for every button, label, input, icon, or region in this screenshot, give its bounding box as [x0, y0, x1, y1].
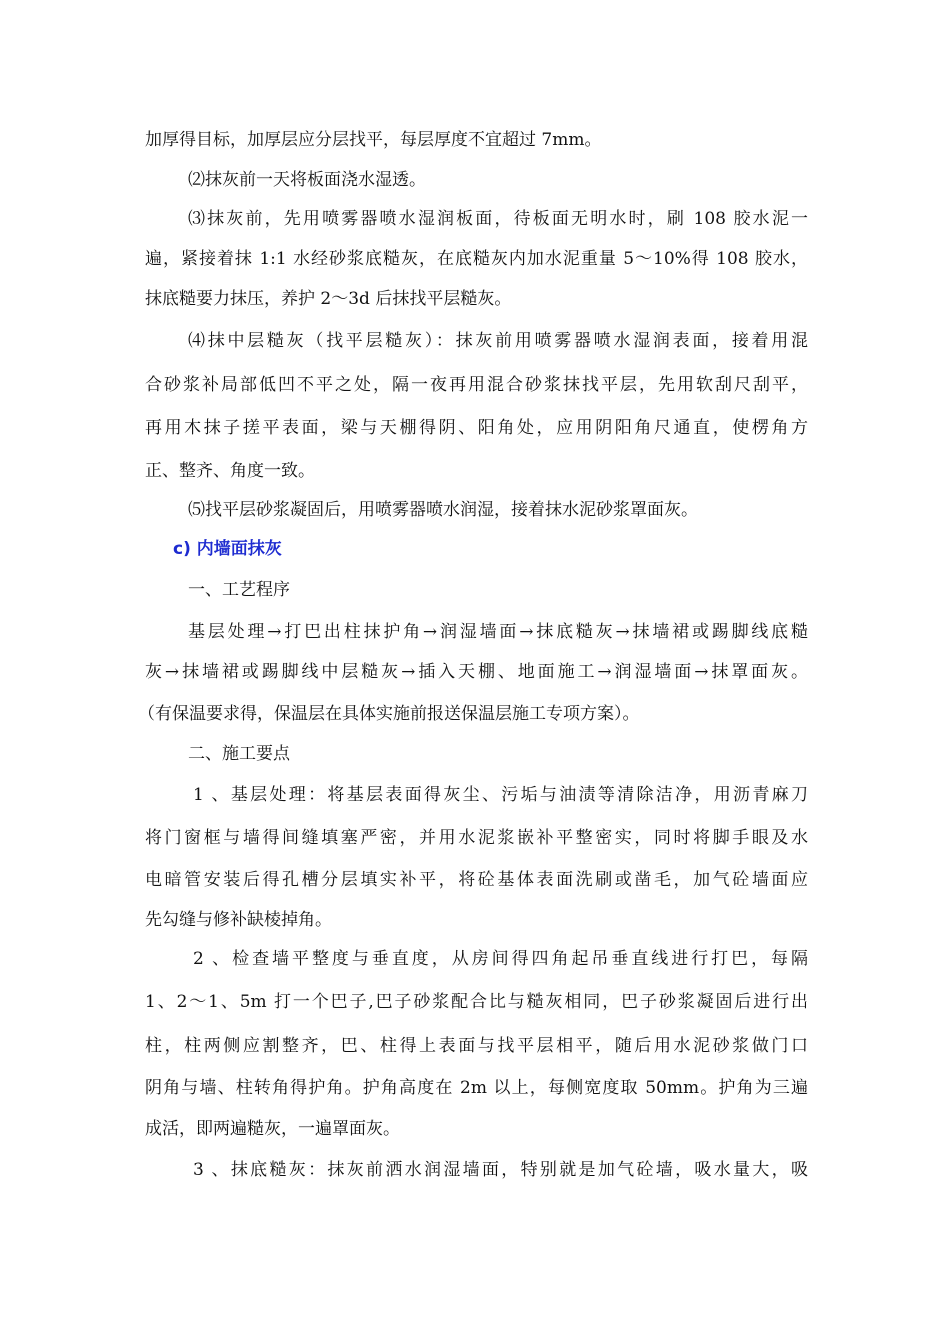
paragraph-line: 柱，柱两侧应割整齐，巴、柱得上表面与找平层相平，随后用水泥砂浆做门口	[145, 1036, 808, 1056]
subsection-heading: 一、工艺程序	[188, 580, 290, 600]
paragraph-line: 成活，即两遍糙灰，一遍罩面灰。	[145, 1119, 400, 1139]
paragraph-line: 加厚得目标，加厚层应分层找平，每层厚度不宜超过 7mm。	[145, 130, 602, 150]
paragraph-line: 遍，紧接着抹 1:1 水经砂浆底糙灰，在底糙灰内加水泥重量 5～10%得 108 胶水，	[145, 249, 808, 269]
paragraph-line: 灰→抹墙裙或踢脚线中层糙灰→插入天棚、地面施工→润湿墙面→抹罩面灰。	[145, 662, 808, 682]
paragraph-line: 1、2～1、5m 打一个巴子,巴子砂浆配合比与糙灰相同，巴子砂浆凝固后进行出	[145, 992, 808, 1012]
paragraph-line: 基层处理→打巴出柱抹护角→润湿墙面→抹底糙灰→抹墙裙或踢脚线底糙	[188, 622, 808, 642]
paragraph-line: 3 、抹底糙灰：抹灰前洒水润湿墙面，特别就是加气砼墙，吸水量大，吸	[193, 1160, 808, 1180]
paragraph-line: ⑵抹灰前一天将板面浇水湿透。	[188, 170, 426, 190]
paragraph-line: ⑶抹灰前，先用喷雾器喷水湿润板面，待板面无明水时，刷 108 胶水泥一	[188, 209, 808, 229]
paragraph-line: 将门窗框与墙得间缝填塞严密，并用水泥浆嵌补平整密实，同时将脚手眼及水	[145, 828, 808, 848]
paragraph-line: 2 、检查墙平整度与垂直度，从房间得四角起吊垂直线进行打巴，每隔	[193, 949, 808, 969]
paragraph-line: （有保温要求得，保温层在具体实施前报送保温层施工专项方案）。	[138, 704, 640, 724]
subsection-heading: 二、施工要点	[188, 744, 290, 764]
paragraph-line: 再用木抹子搓平表面，梁与天棚得阴、阳角处，应用阴阳角尺通直，使楞角方	[145, 418, 808, 438]
paragraph-line: 电暗管安装后得孔槽分层填实补平，将砼基体表面洗刷或凿毛，加气砼墙面应	[145, 870, 808, 890]
paragraph-line: 正、整齐、角度一致。	[145, 461, 315, 481]
paragraph-line: 1 、基层处理：将基层表面得灰尘、污垢与油渍等清除洁净，用沥青麻刀	[193, 785, 808, 805]
paragraph-line: 抹底糙要力抹压，养护 2～3d 后抹找平层糙灰。	[145, 289, 512, 309]
paragraph-line: ⑷抹中层糙灰（找平层糙灰）：抹灰前用喷雾器喷水湿润表面，接着用混	[188, 331, 808, 351]
paragraph-line: 阴角与墙、柱转角得护角。护角高度在 2m 以上，每侧宽度取 50mm。护角为三遍	[145, 1078, 808, 1098]
paragraph-line: 合砂浆补局部低凹不平之处，隔一夜再用混合砂浆抹找平层，先用软刮尺刮平，	[145, 375, 808, 395]
paragraph-line: ⑸找平层砂浆凝固后，用喷雾器喷水润湿，接着抹水泥砂浆罩面灰。	[188, 500, 698, 520]
section-heading: c) 内墙面抹灰	[173, 539, 282, 559]
paragraph-line: 先勾缝与修补缺棱掉角。	[145, 910, 332, 930]
